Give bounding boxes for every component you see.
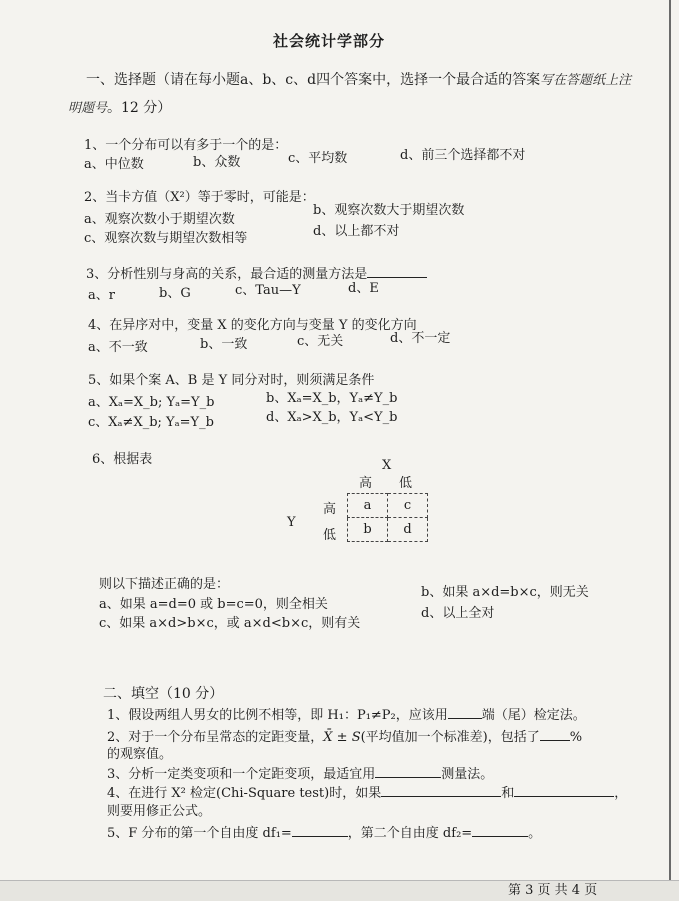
q4-option-b: b、一致 xyxy=(200,337,248,352)
fill-2-post: % xyxy=(569,730,583,745)
fill-4-blank-1[interactable] xyxy=(381,784,501,797)
q6-col-header-high: 高 xyxy=(359,476,373,491)
fill-1-pre: 1、假设两组人男女的比例不相等，即 H₁：P₁≠P₂，应该用 xyxy=(107,708,448,723)
fill-5-blank-1[interactable] xyxy=(292,824,348,837)
section1-heading-text: 一、选择题（请在每小题a、b、c、d四个答案中，选择一个最合适的答案 xyxy=(86,72,541,88)
q6-cell-d: d xyxy=(388,518,428,542)
fill-2 xyxy=(107,728,582,746)
q6-cell-a: a xyxy=(348,494,388,518)
q6-y-label: Y xyxy=(287,515,296,530)
q6-contingency-table xyxy=(347,493,428,542)
fill-2-math: X̄ ± S xyxy=(323,730,361,745)
fill-1-post: 端（尾）检定法。 xyxy=(481,708,586,723)
q6-row-header-high: 高 xyxy=(323,502,337,517)
fill-1-blank[interactable] xyxy=(448,706,482,719)
q6-option-d: d、以上全对 xyxy=(421,606,495,621)
section1-heading xyxy=(86,72,631,89)
q3-stem-text: 3、分析性别与身高的关系，最合适的测量方法是 xyxy=(86,267,368,282)
q2-option-a: a、观察次数小于期望次数 xyxy=(84,212,235,227)
fill-4-pre: 4、在进行 X² 检定(Chi-Square test)时，如果 xyxy=(107,786,382,801)
q5-stem: 5、如果个案 A、B 是 Y 同分对时，则须满足条件 xyxy=(88,373,375,388)
fill-4-blank-2[interactable] xyxy=(514,784,614,797)
q2-stem: 2、当卡方值（X²）等于零时，可能是： xyxy=(84,190,315,205)
fill-5-pre: 5、F 分布的第一个自由度 df₁= xyxy=(107,826,292,841)
q3-option-c: c、Tau—Y xyxy=(235,283,301,298)
fill-5-blank-2[interactable] xyxy=(472,824,528,837)
q3-option-d: d、E xyxy=(348,281,379,296)
scan-edge xyxy=(669,0,671,901)
fill-3 xyxy=(107,765,493,783)
q1-option-a: a、中位数 xyxy=(84,157,144,172)
q6-cell-c: c xyxy=(388,494,428,518)
q2-option-c: c、观察次数与期望次数相等 xyxy=(84,231,248,246)
fill-3-blank[interactable] xyxy=(375,765,441,778)
fill-5-mid: ，第二个自由度 df₂= xyxy=(347,826,473,841)
handwritten-note-2: 明题号 xyxy=(68,101,108,116)
fill-2-pre: 2、对于一个分布呈常态的定距变量， xyxy=(107,730,324,745)
fill-5-post: 。 xyxy=(528,826,542,841)
q6-x-label: X xyxy=(382,458,392,473)
q5-option-c: c、Xₐ≠X_b; Yₐ=Y_b xyxy=(88,415,214,430)
page-title: 社会统计学部分 xyxy=(273,32,386,50)
q6-option-b: b、如果 a×d=b×c，则无关 xyxy=(421,585,589,600)
q3-option-b: b、G xyxy=(159,286,191,301)
q4-option-c: c、无关 xyxy=(297,334,344,349)
q5-option-b: b、Xₐ=X_b，Yₐ≠Y_b xyxy=(266,391,398,406)
page-number: 第 3 页 共 4 页 xyxy=(508,883,598,898)
q4-option-d: d、不一定 xyxy=(390,331,451,346)
q6-option-c: c、如果 a×d>b×c，或 a×d<b×c，则有关 xyxy=(99,616,361,631)
q1-option-d: d、前三个选择都不对 xyxy=(400,148,526,163)
q2-option-b: b、观察次数大于期望次数 xyxy=(313,203,465,218)
q6-row-header-low: 低 xyxy=(323,528,337,543)
fill-3-pre: 3、分析一定类变项和一个定距变项，最适宜用 xyxy=(107,767,376,782)
q1-option-b: b、众数 xyxy=(193,155,241,170)
q3-answer-blank[interactable] xyxy=(367,265,427,278)
q4-stem: 4、在异序对中，变量 X 的变化方向与变量 Y 的变化方向 xyxy=(88,318,417,333)
fill-4 xyxy=(107,784,627,802)
section1-heading-end: 。12 分） xyxy=(107,100,172,116)
q5-option-a: a、Xₐ=X_b; Yₐ=Y_b xyxy=(88,395,215,410)
q4-option-a: a、不一致 xyxy=(88,340,148,355)
fill-4-post: ， xyxy=(614,786,628,801)
fill-1 xyxy=(107,706,586,724)
fill-2-blank[interactable] xyxy=(540,728,570,741)
fill-4-line2: 则要用修正公式。 xyxy=(107,804,212,819)
q1-option-c: c、平均数 xyxy=(288,151,348,166)
q6-lead: 则以下描述正确的是： xyxy=(99,577,230,592)
q6-stem: 6、根据表 xyxy=(92,452,153,467)
handwritten-note-1: 写在答题纸上注 xyxy=(540,73,632,88)
fill-3-post: 测量法。 xyxy=(441,767,494,782)
q6-cell-b: b xyxy=(348,518,388,542)
q3-option-a: a、r xyxy=(88,288,115,303)
fill-2-mid: (平均值加一个标准差)，包括了 xyxy=(360,730,540,745)
fill-5 xyxy=(107,824,541,842)
q6-col-header-low: 低 xyxy=(399,476,413,491)
q6-option-a: a、如果 a=d=0 或 b=c=0，则全相关 xyxy=(99,597,328,612)
fill-2-line2: 的观察值。 xyxy=(107,747,173,762)
q1-stem: 1、一个分布可以有多于一个的是： xyxy=(84,138,288,153)
fill-4-mid: 和 xyxy=(501,786,515,801)
q2-option-d: d、以上都不对 xyxy=(313,224,400,239)
section2-heading: 二、填空（10 分） xyxy=(103,686,224,702)
q5-option-d: d、Xₐ>X_b，Yₐ<Y_b xyxy=(266,410,398,425)
section1-heading-cont xyxy=(68,100,171,117)
